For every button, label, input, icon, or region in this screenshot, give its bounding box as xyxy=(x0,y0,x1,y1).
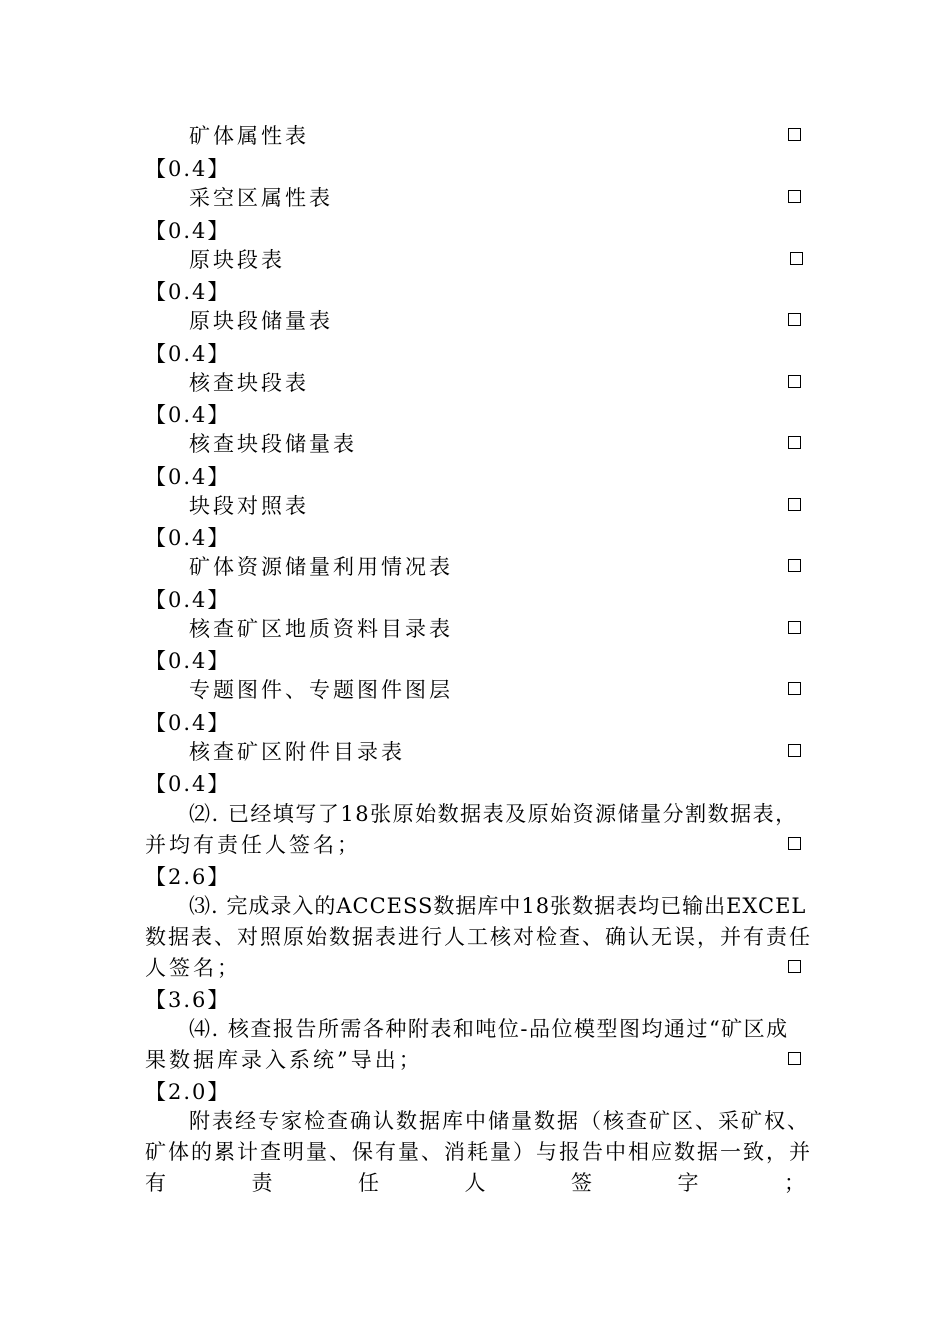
item-label: 采空区属性表 xyxy=(189,186,333,210)
item-label: 原块段储量表 xyxy=(189,309,333,333)
item4-line2: 果数据库录入系统”导出； xyxy=(145,1045,805,1075)
checkbox[interactable] xyxy=(788,1052,801,1065)
checklist-item xyxy=(145,491,805,521)
item-label: 矿体属性表 xyxy=(189,124,309,148)
item-label: 核查矿区地质资料目录表 xyxy=(189,617,453,641)
checkbox[interactable] xyxy=(788,375,801,388)
item3-line3: 人签名； xyxy=(145,953,805,983)
checkbox[interactable] xyxy=(788,436,801,449)
item-score: 【0.4】 xyxy=(145,342,231,366)
item-score: 【0.4】 xyxy=(145,711,231,735)
checkbox[interactable] xyxy=(788,128,801,141)
checklist-item xyxy=(145,245,805,275)
item-score: 【0.4】 xyxy=(145,588,231,612)
item-label: 核查块段储量表 xyxy=(189,432,357,456)
checklist-item xyxy=(145,737,805,767)
item-score: 【0.4】 xyxy=(145,465,231,489)
item-label: 核查块段表 xyxy=(189,371,309,395)
item-score: 【0.4】 xyxy=(145,526,231,550)
item-label: 专题图件、专题图件图层 xyxy=(189,678,453,702)
item-score: 【3.6】 xyxy=(145,988,231,1012)
item4-line1: ⑷. 核查报告所需各种附表和吨位-品位模型图均通过“矿区成 xyxy=(189,1017,789,1041)
item3-line1: ⑶. 完成录入的ACCESS数据库中18张数据表均已输出EXCEL xyxy=(189,894,807,918)
item2-line1: ⑵. 已经填写了18张原始数据表及原始资源储量分割数据表， xyxy=(189,802,798,826)
checkbox[interactable] xyxy=(788,313,801,326)
checkbox[interactable] xyxy=(788,837,801,850)
item-score: 【2.6】 xyxy=(145,865,231,889)
item-score: 【0.4】 xyxy=(145,280,231,304)
checklist-item xyxy=(145,183,805,213)
checklist-item xyxy=(145,552,805,582)
checkbox[interactable] xyxy=(788,190,801,203)
checkbox[interactable] xyxy=(788,744,801,757)
checklist-item xyxy=(145,429,805,459)
item2-line2: 并均有责任人签名； xyxy=(145,830,805,860)
item-score: 【2.0】 xyxy=(145,1080,231,1104)
item-label: 原块段表 xyxy=(189,248,285,272)
checkbox[interactable] xyxy=(790,252,803,265)
item5-line1: 附表经专家检查确认数据库中储量数据（核查矿区、采矿权、 xyxy=(189,1109,810,1133)
item3-line2: 数据表、对照原始数据表进行人工核对检查、确认无误，并有责任 xyxy=(145,925,812,949)
item5-line3: 有 责 任 人 签 字 ； xyxy=(145,1171,805,1195)
item-score: 【0.4】 xyxy=(145,219,231,243)
checkbox[interactable] xyxy=(788,621,801,634)
checklist-item xyxy=(145,306,805,336)
checklist-item xyxy=(145,368,805,398)
item-score: 【0.4】 xyxy=(145,772,231,796)
item-label: 矿体资源储量利用情况表 xyxy=(189,555,453,579)
item-label: 块段对照表 xyxy=(189,494,309,518)
item-score: 【0.4】 xyxy=(145,403,231,427)
checkbox[interactable] xyxy=(788,498,801,511)
checkbox[interactable] xyxy=(788,960,801,973)
checklist-item xyxy=(145,675,805,705)
checklist-item xyxy=(145,614,805,644)
item-label: 核查矿区附件目录表 xyxy=(189,740,405,764)
item5-line2: 矿体的累计查明量、保有量、消耗量）与报告中相应数据一致，并 xyxy=(145,1140,812,1164)
checkbox[interactable] xyxy=(788,682,801,695)
checkbox[interactable] xyxy=(788,559,801,572)
item-score: 【0.4】 xyxy=(145,157,231,181)
item-score: 【0.4】 xyxy=(145,649,231,673)
checklist-item xyxy=(145,121,805,151)
